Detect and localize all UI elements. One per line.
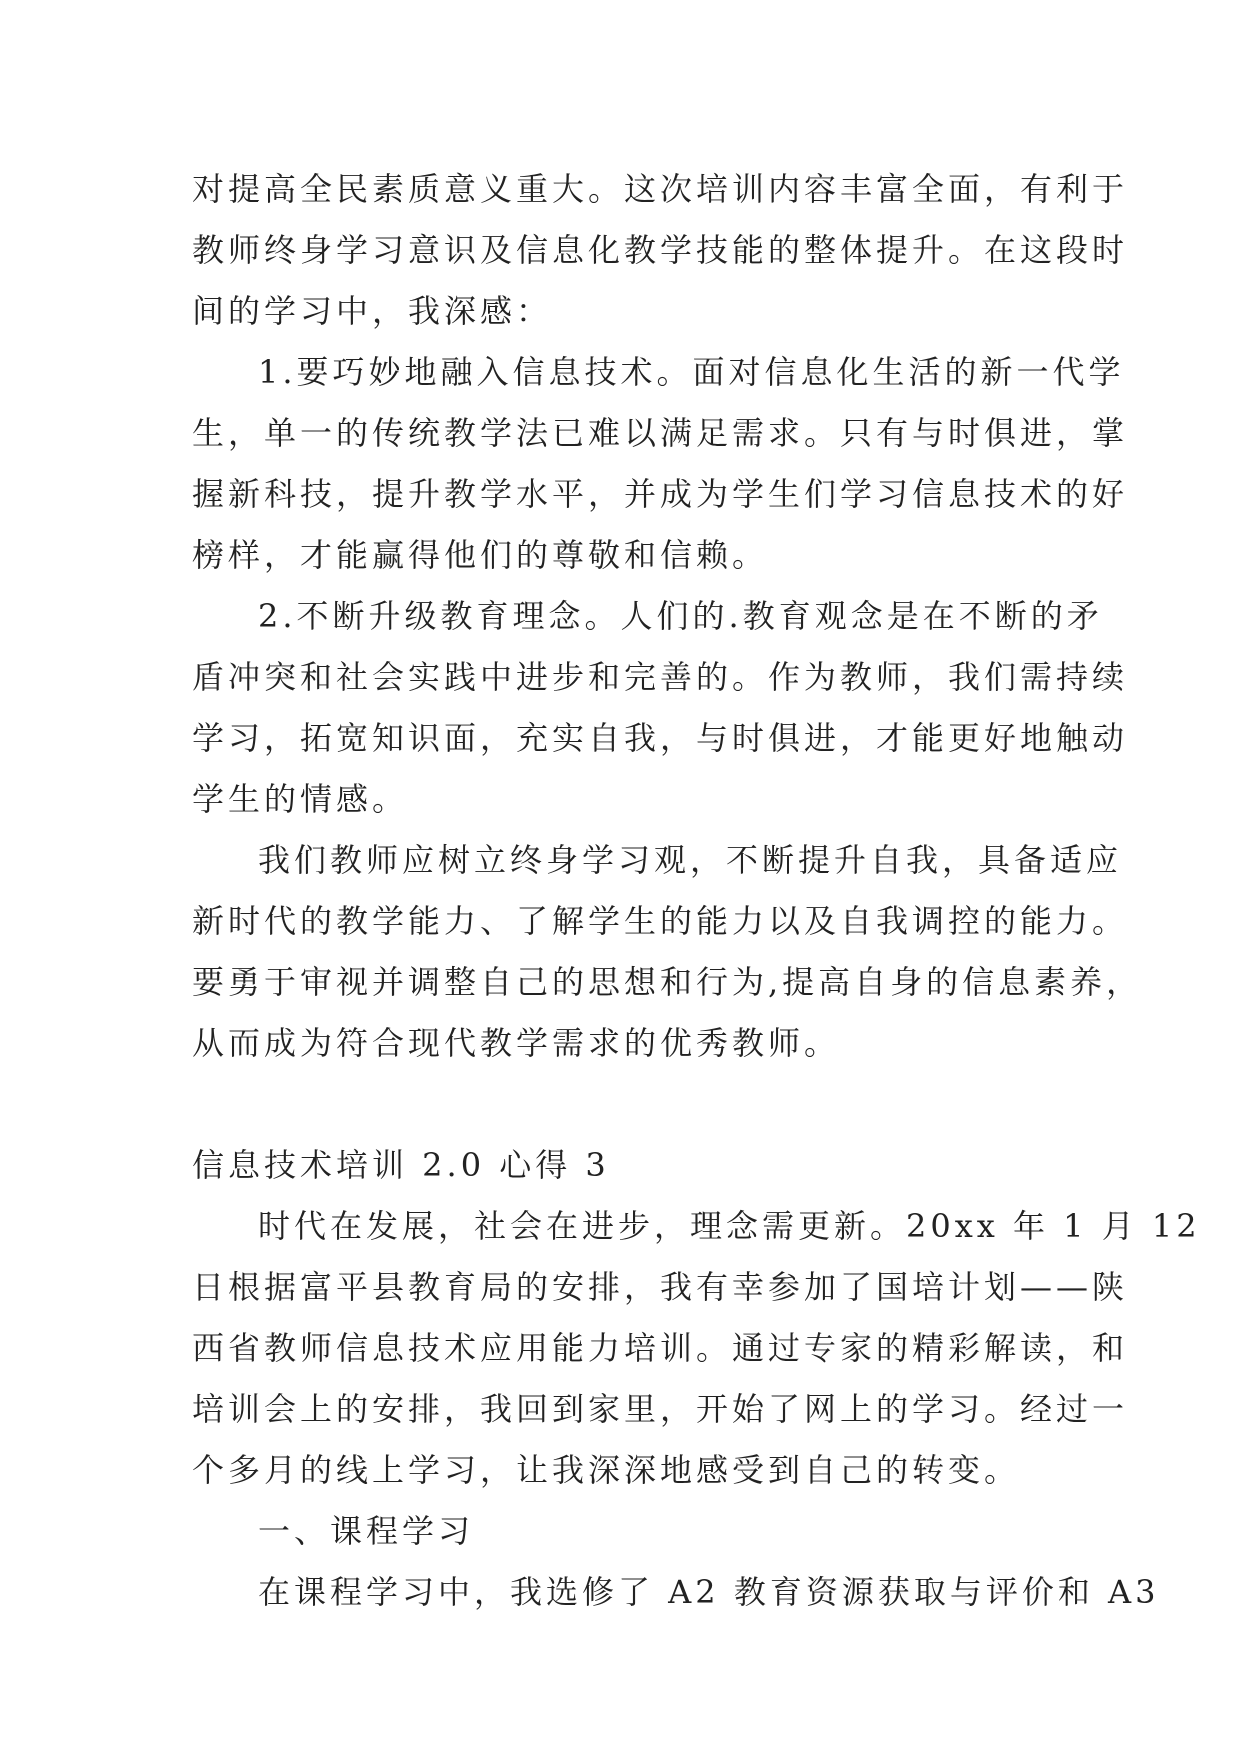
paragraph <box>192 342 1129 586</box>
text-line: 我们教师应树立终身学习观，不断提升自我，具备适应 <box>258 841 1123 879</box>
paragraph-gap <box>192 1074 1052 1135</box>
paragraph <box>192 830 1143 1074</box>
section-heading <box>192 1135 1052 1196</box>
text-line: 学习，拓宽知识面，充实自我，与时俱进，才能更好地触动 <box>192 719 1129 757</box>
text-line: 榜样，才能赢得他们的尊敬和信赖。 <box>192 536 769 574</box>
text-line: 教师终身学习意识及信息化教学技能的整体提升。在这段时 <box>192 231 1129 269</box>
heading-line: 信息技术培训 2.0 心得 3 <box>192 1146 610 1184</box>
text-line: 学生的情感。 <box>192 780 409 818</box>
paragraph <box>192 159 1129 342</box>
text-line: 间的学习中，我深感： <box>192 292 553 330</box>
text-line: 握新科技，提升教学水平，并成为学生们学习信息技术的好 <box>192 475 1129 513</box>
text-line: 时代在发展，社会在进步，理念需更新。20xx 年 1 月 12 <box>258 1207 1201 1245</box>
text-line: 2.不断升级教育理念。人们的.教育观念是在不断的矛 <box>258 597 1103 635</box>
text-line: 日根据富平县教育局的安排，我有幸参加了国培计划——陕 <box>192 1268 1129 1306</box>
text-line: 1.要巧妙地融入信息技术。面对信息化生活的新一代学 <box>258 353 1125 391</box>
text-line: 新时代的教学能力、了解学生的能力以及自我调控的能力。 <box>192 902 1129 940</box>
text-line: 要勇于审视并调整自己的思想和行为,提高自身的信息素养， <box>192 963 1143 1001</box>
subheading-line: 一、课程学习 <box>258 1512 475 1550</box>
text-line: 从而成为符合现代教学需求的优秀教师。 <box>192 1024 841 1062</box>
text-line: 培训会上的安排，我回到家里，开始了网上的学习。经过一 <box>192 1390 1129 1428</box>
text-line: 西省教师信息技术应用能力培训。通过专家的精彩解读，和 <box>192 1329 1129 1367</box>
document-body <box>192 159 1201 1623</box>
text-line: 盾冲突和社会实践中进步和完善的。作为教师，我们需持续 <box>192 658 1129 696</box>
paragraph <box>192 1196 1201 1501</box>
subheading <box>192 1501 1052 1562</box>
paragraph <box>192 1562 1160 1623</box>
text-line: 个多月的线上学习，让我深深地感受到自己的转变。 <box>192 1451 1021 1489</box>
text-line: 在课程学习中，我选修了 A2 教育资源获取与评价和 A3 <box>258 1573 1160 1611</box>
text-line: 生，单一的传统教学法已难以满足需求。只有与时俱进，掌 <box>192 414 1129 452</box>
text-line: 对提高全民素质意义重大。这次培训内容丰富全面，有利于 <box>192 170 1129 208</box>
paragraph <box>192 586 1129 830</box>
